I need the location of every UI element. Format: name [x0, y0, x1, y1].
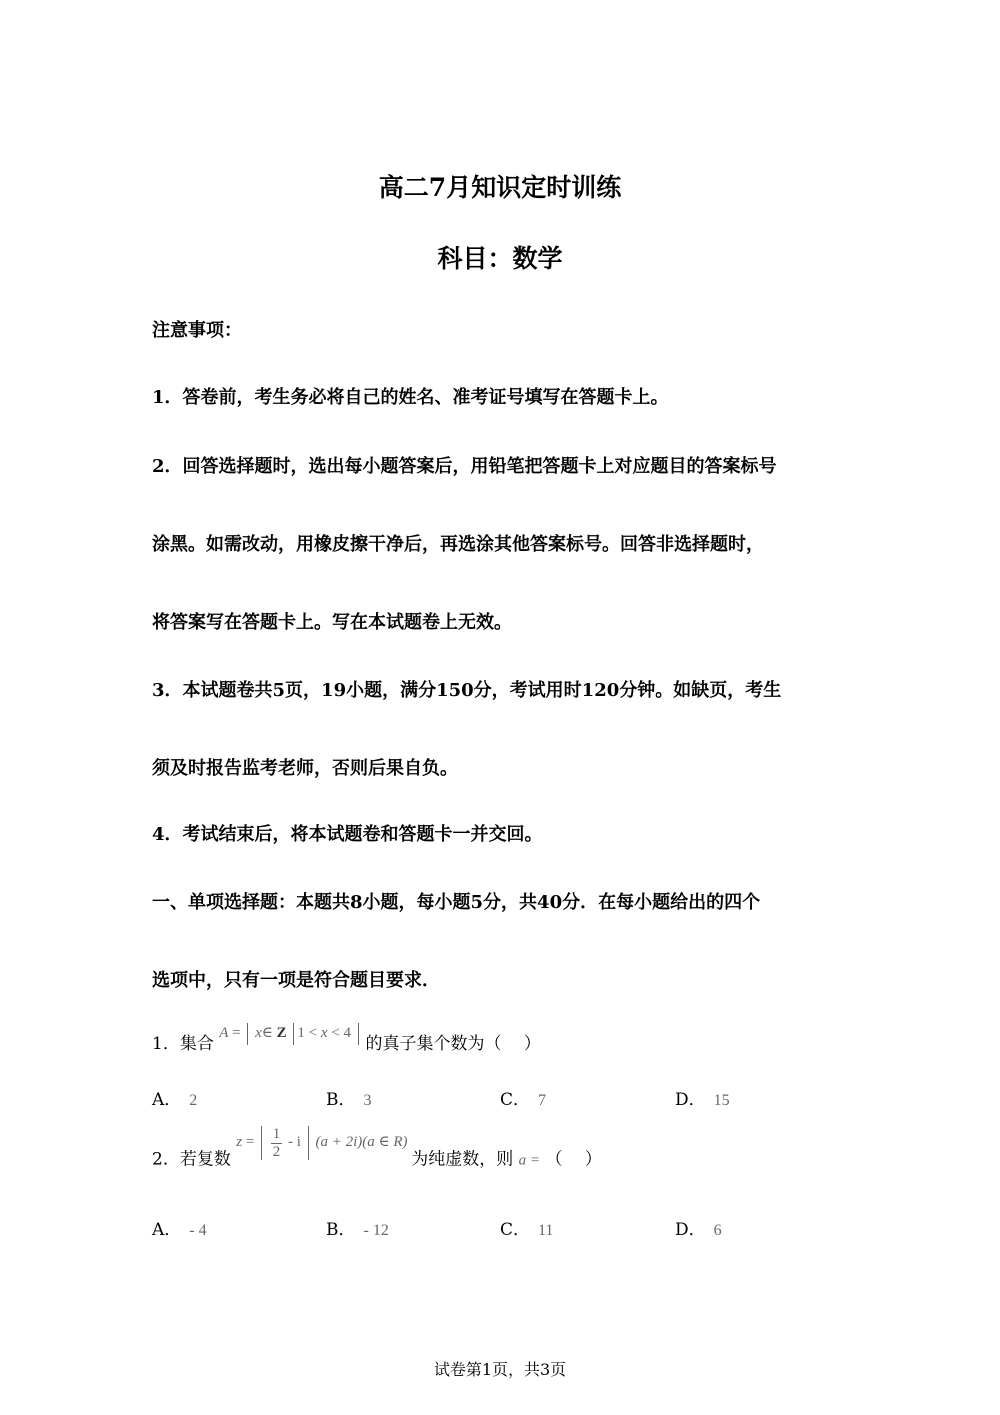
notice-line-3: 涂黑。如需改动，用橡皮擦干净后，再选涂其他答案标号。回答非选择题时， — [152, 534, 764, 555]
q1-option-a: A． 2 — [152, 1090, 198, 1110]
question-1-prefix: 1．集合 — [152, 1034, 214, 1054]
notice-line-4: 将答案写在答题卡上。写在本试题卷上无效。 — [152, 612, 512, 633]
notice-line-1: 1．答卷前，考生务必将自己的姓名、准考证号填写在答题卡上。 — [152, 387, 669, 408]
question-2-middle: 为纯虚数，则 — [411, 1149, 514, 1170]
question-2-variable: a = — [518, 1152, 541, 1169]
notice-line-5: 3．本试题卷共5页，19小题，满分150分，考试用时120分钟。如缺页，考生 — [152, 680, 782, 701]
notice-line-7: 4．考试结束后，将本试题卷和答题卡一并交回。 — [152, 824, 543, 845]
notice-line-6: 须及时报告监考老师，否则后果自负。 — [152, 758, 458, 779]
section-heading-line-1: 一、单项选择题：本题共8小题，每小题5分，共40分．在每小题给出的四个 — [152, 892, 761, 913]
question-2 — [152, 1126, 602, 1169]
notice-heading: 注意事项： — [152, 320, 242, 341]
page-title: 高二7月知识定时训练 — [378, 173, 622, 202]
q1-option-c: C． 7 — [500, 1090, 547, 1110]
question-1 — [152, 1022, 541, 1054]
q1-option-b: B． 3 — [326, 1090, 372, 1110]
q2-option-c: C． 11 — [500, 1220, 554, 1240]
question-1-suffix: 的真子集个数为（ ） — [365, 1034, 541, 1054]
subject-title: 科目：数学 — [437, 244, 563, 273]
question-2-formula: z = $\frac{1}{2}$ - i (a + 2i)(a ∈ R) — [236, 1126, 408, 1160]
q2-option-b: B． - 12 — [326, 1220, 389, 1240]
page-footer: 试卷第1页，共3页 — [433, 1360, 567, 1379]
q1-option-d: D． 15 — [675, 1090, 730, 1110]
q2-option-d: D． 6 — [675, 1220, 722, 1240]
q2-option-a: A． - 4 — [152, 1220, 207, 1240]
question-2-prefix: 2．若复数 — [152, 1149, 231, 1170]
section-heading-line-2: 选项中，只有一项是符合题目要求． — [152, 970, 440, 991]
notice-line-2: 2．回答选择题时，选出每小题答案后，用铅笔把答题卡上对应题目的答案标号 — [152, 456, 777, 477]
question-1-formula: A = x∈ Z 1 < x < 4 — [219, 1025, 365, 1041]
question-2-suffix: （ ） — [545, 1149, 602, 1170]
